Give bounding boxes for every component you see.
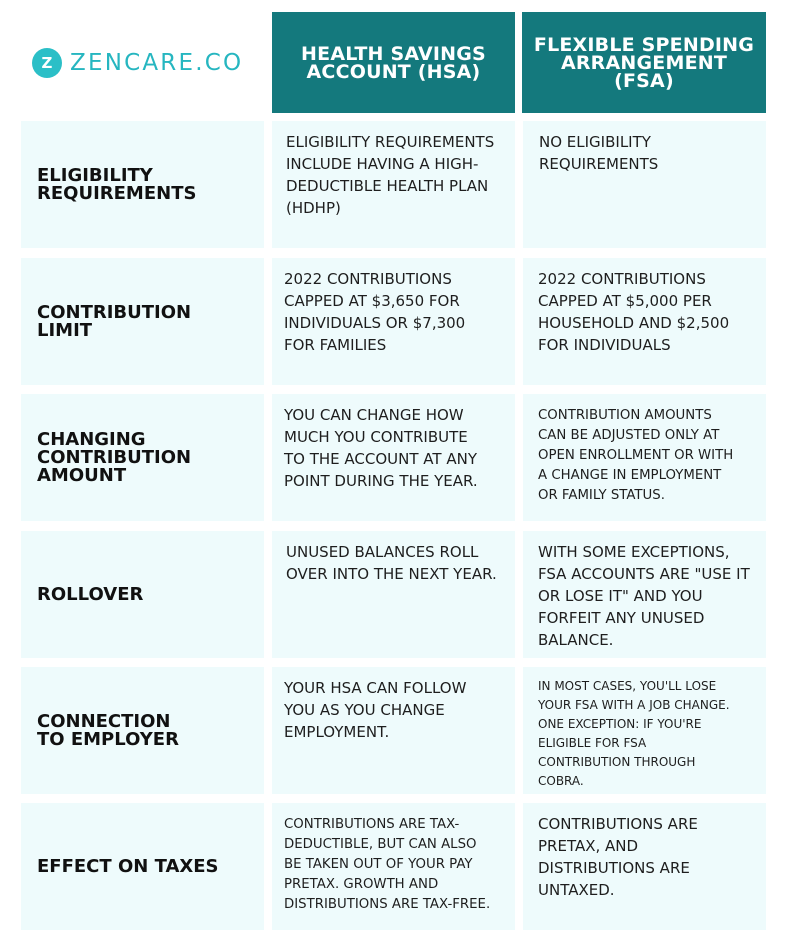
row-label-effect-on-taxes: EFFECT ON TAXES <box>21 803 264 930</box>
zencare-logo <box>32 46 243 80</box>
cell-hsa-changing-contribution: YOU CAN CHANGE HOW MUCH YOU CONTRIBUTE TO THE ACCOUNT AT ANY POINT DURING THE YEAR. <box>272 394 515 521</box>
cell-fsa-connection-to-employer: IN MOST CASES, YOU'LL LOSE YOUR FSA WITH A JOB CHANGE. ONE EXCEPTION: IF YOU'RE ELIGIBLE FOR FSA CONTRIBUTION THROUGH COBRA. <box>523 667 766 794</box>
header-hsa: HEALTH SAVINGS ACCOUNT (HSA) <box>272 12 515 113</box>
cell-fsa-changing-contribution: CONTRIBUTION AMOUNTS CAN BE ADJUSTED ONLY AT OPEN ENROLLMENT OR WITH A CHANGE IN EMPLOYMENT OR FAMILY STATUS. <box>523 394 766 521</box>
row-label-contribution-limit: CONTRIBUTION LIMIT <box>21 258 264 385</box>
cell-fsa-eligibility: NO ELIGIBILITY REQUIREMENTS <box>523 121 766 248</box>
logo-mark-icon: Z <box>32 48 62 78</box>
cell-fsa-rollover: WITH SOME EXCEPTIONS, FSA ACCOUNTS ARE "USE IT OR LOSE IT" AND YOU FORFEIT ANY UNUSED BALANCE. <box>523 531 766 658</box>
cell-hsa-effect-on-taxes: CONTRIBUTIONS ARE TAX- DEDUCTIBLE, BUT CAN ALSO BE TAKEN OUT OF YOUR PAY PRETAX. GROWTH AND DISTRIBUTIONS ARE TAX-FREE. <box>272 803 515 930</box>
row-label-changing-contribution: CHANGING CONTRIBUTION AMOUNT <box>21 394 264 521</box>
cell-hsa-connection-to-employer: YOUR HSA CAN FOLLOW YOU AS YOU CHANGE EMPLOYMENT. <box>272 667 515 794</box>
cell-hsa-eligibility: ELIGIBILITY REQUIREMENTS INCLUDE HAVING A HIGH- DEDUCTIBLE HEALTH PLAN (HDHP) <box>272 121 515 248</box>
header-fsa: FLEXIBLE SPENDING ARRANGEMENT (FSA) <box>522 12 766 113</box>
row-label-eligibility: ELIGIBILITY REQUIREMENTS <box>21 121 264 248</box>
cell-hsa-contribution-limit: 2022 CONTRIBUTIONS CAPPED AT $3,650 FOR INDIVIDUALS OR $7,300 FOR FAMILIES <box>272 258 515 385</box>
cell-fsa-contribution-limit: 2022 CONTRIBUTIONS CAPPED AT $5,000 PER HOUSEHOLD AND $2,500 FOR INDIVIDUALS <box>523 258 766 385</box>
row-label-connection-to-employer: CONNECTION TO EMPLOYER <box>21 667 264 794</box>
logo-wordmark: ZENCARE.CO <box>70 50 244 76</box>
row-label-rollover: ROLLOVER <box>21 531 264 658</box>
cell-hsa-rollover: UNUSED BALANCES ROLL OVER INTO THE NEXT YEAR. <box>272 531 515 658</box>
cell-fsa-effect-on-taxes: CONTRIBUTIONS ARE PRETAX, AND DISTRIBUTIONS ARE UNTAXED. <box>523 803 766 930</box>
